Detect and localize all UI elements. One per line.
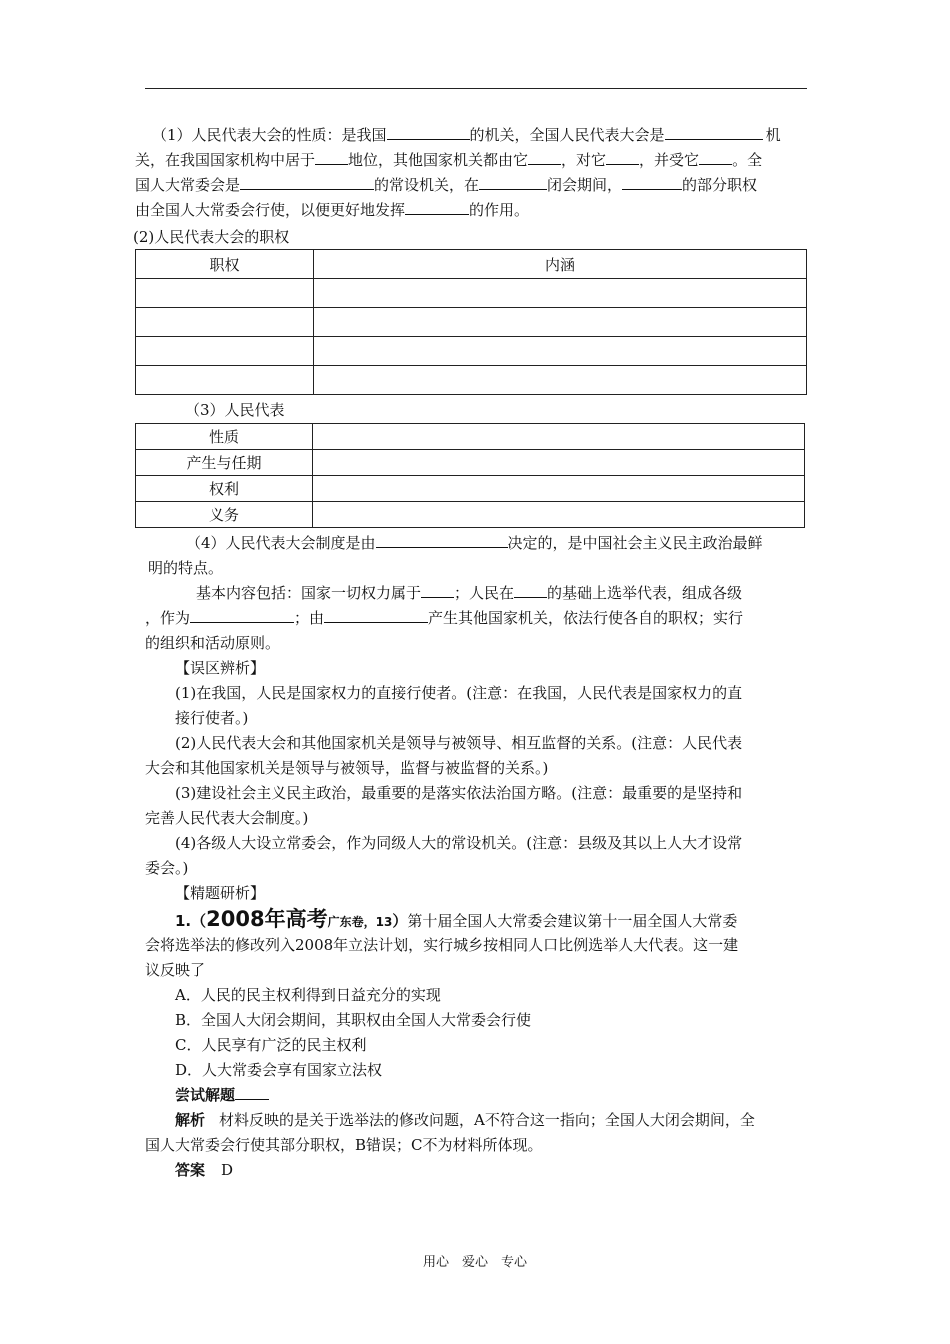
text: ，作为 bbox=[145, 609, 191, 627]
text: 由全国人大常委会行使，以便更好地发挥 bbox=[135, 201, 406, 219]
text: 机 bbox=[765, 126, 781, 144]
table-cell bbox=[136, 279, 314, 308]
option-b: B．全国人大闭会期间，其职权由全国人大常委会行使 bbox=[175, 1011, 532, 1029]
text: (3)建设社会主义民主政治，最重要的是落实依法治国方略。(注意：最重要的是坚持和 bbox=[175, 784, 743, 802]
table-cell bbox=[314, 337, 807, 366]
blank bbox=[699, 149, 732, 165]
text: 明的特点。 bbox=[148, 559, 224, 577]
exam-year: 2008年高考 bbox=[206, 907, 328, 931]
powers-col-header: 职权 bbox=[136, 250, 314, 279]
table-cell bbox=[314, 308, 807, 337]
blank bbox=[235, 1084, 269, 1100]
row-label: 产生与任期 bbox=[136, 450, 313, 476]
blank bbox=[324, 607, 428, 623]
text: 决定的，是中国社会主义民主政治最鲜 bbox=[507, 534, 763, 552]
text: 国人大常委会是 bbox=[135, 176, 241, 194]
deputy-table bbox=[135, 423, 805, 528]
text: 委会。) bbox=[145, 859, 189, 877]
text: 的常设机关，在 bbox=[374, 176, 480, 194]
blank bbox=[387, 124, 470, 140]
blank bbox=[190, 607, 294, 623]
question-text: 会将选举法的修改列入2008年立法计划，实行城乡按相同人口比例选举人大代表。这一建 bbox=[145, 936, 739, 954]
deputy-title: （3）人民代表 bbox=[185, 401, 285, 419]
row-label: 权利 bbox=[136, 476, 313, 502]
table-cell bbox=[314, 279, 807, 308]
text: 闭会期间， bbox=[547, 176, 623, 194]
blank bbox=[421, 582, 454, 598]
text: 大会和其他国家机关是领导与被领导，监督与被监督的关系。) bbox=[145, 759, 549, 777]
row-label: 义务 bbox=[136, 502, 313, 528]
text: 的作用。 bbox=[469, 201, 530, 219]
text: ，并受它 bbox=[639, 151, 700, 169]
text: 。全 bbox=[732, 151, 763, 169]
exam-source: 广东卷，13 bbox=[327, 915, 393, 929]
text: 关，在我国国家机构中居于 bbox=[135, 151, 316, 169]
blank bbox=[315, 149, 348, 165]
text: ） bbox=[392, 912, 408, 930]
page-footer: 用心 爱心 专心 bbox=[422, 1255, 527, 1270]
question-text: 议反映了 bbox=[145, 961, 206, 979]
explain-text: 国人大常委会行使其部分职权，B错误；C不为材料所体现。 bbox=[145, 1136, 543, 1154]
text: 完善人民代表大会制度。) bbox=[145, 809, 309, 827]
answer-value: D bbox=[221, 1161, 234, 1179]
blank bbox=[622, 174, 682, 190]
text: （1）人民代表大会的性质：是我国 bbox=[152, 126, 387, 144]
blank bbox=[405, 199, 469, 215]
blank bbox=[479, 174, 547, 190]
table-cell bbox=[313, 450, 805, 476]
table-cell bbox=[136, 308, 314, 337]
option-a: A．人民的民主权利得到日益充分的实现 bbox=[175, 986, 441, 1004]
text: 的组织和活动原则。 bbox=[145, 634, 281, 652]
powers-title: (2)人民代表大会的职权 bbox=[133, 228, 290, 246]
text: ，对它 bbox=[561, 151, 607, 169]
text: ；人民在 bbox=[454, 584, 515, 602]
text: 的部分职权 bbox=[682, 176, 758, 194]
table-cell bbox=[136, 366, 314, 395]
explain-text: 材料反映的是关于选举法的修改问题，A不符合这一指向；全国人大闭会期间，全 bbox=[219, 1111, 755, 1129]
option-c: C．人民享有广泛的民主权利 bbox=[175, 1036, 367, 1054]
header-rule bbox=[145, 88, 807, 89]
blank bbox=[376, 532, 508, 548]
blank bbox=[665, 124, 763, 140]
table-cell bbox=[313, 424, 805, 450]
row-label: 性质 bbox=[136, 424, 313, 450]
meaning-col-header: 内涵 bbox=[314, 250, 807, 279]
section-heading: 【精题研析】 bbox=[175, 884, 266, 902]
text: (4)各级人大设立常委会，作为同级人大的常设机关。(注意：县级及其以上人大才设常 bbox=[175, 834, 743, 852]
text: 基本内容包括：国家一切权力属于 bbox=[196, 584, 422, 602]
text: （ bbox=[191, 912, 207, 930]
blank bbox=[606, 149, 639, 165]
table-cell bbox=[313, 502, 805, 528]
text: 接行使者。) bbox=[175, 709, 249, 727]
text: (2)人民代表大会和其他国家机关是领导与被领导、相互监督的关系。(注意：人民代表 bbox=[175, 734, 743, 752]
table-cell bbox=[313, 476, 805, 502]
text: (1)在我国，人民是国家权力的直接行使者。(注意：在我国，人民代表是国家权力的直 bbox=[175, 684, 743, 702]
powers-table bbox=[135, 249, 807, 395]
text: 产生其他国家机关，依法行使各自的职权；实行 bbox=[428, 609, 744, 627]
blank bbox=[514, 582, 547, 598]
text: 地位，其他国家机关都由它 bbox=[348, 151, 529, 169]
option-d: D．人大常委会享有国家立法权 bbox=[175, 1061, 383, 1079]
table-cell bbox=[314, 366, 807, 395]
text: ；由 bbox=[294, 609, 325, 627]
explain-label: 解析 bbox=[175, 1111, 206, 1129]
blank bbox=[528, 149, 561, 165]
section-heading: 【误区辨析】 bbox=[175, 659, 266, 677]
answer-label: 答案 bbox=[175, 1161, 206, 1179]
blank bbox=[240, 174, 374, 190]
question-text: 第十届全国人大常委会建议第十一届全国人大常委 bbox=[407, 912, 738, 930]
question-number: 1. bbox=[175, 912, 192, 930]
try-label: 尝试解题 bbox=[175, 1086, 236, 1104]
text: （4）人民代表大会制度是由 bbox=[186, 534, 376, 552]
table-cell bbox=[136, 337, 314, 366]
text: 的机关，全国人民代表大会是 bbox=[469, 126, 665, 144]
text: 的基础上选举代表，组成各级 bbox=[547, 584, 743, 602]
